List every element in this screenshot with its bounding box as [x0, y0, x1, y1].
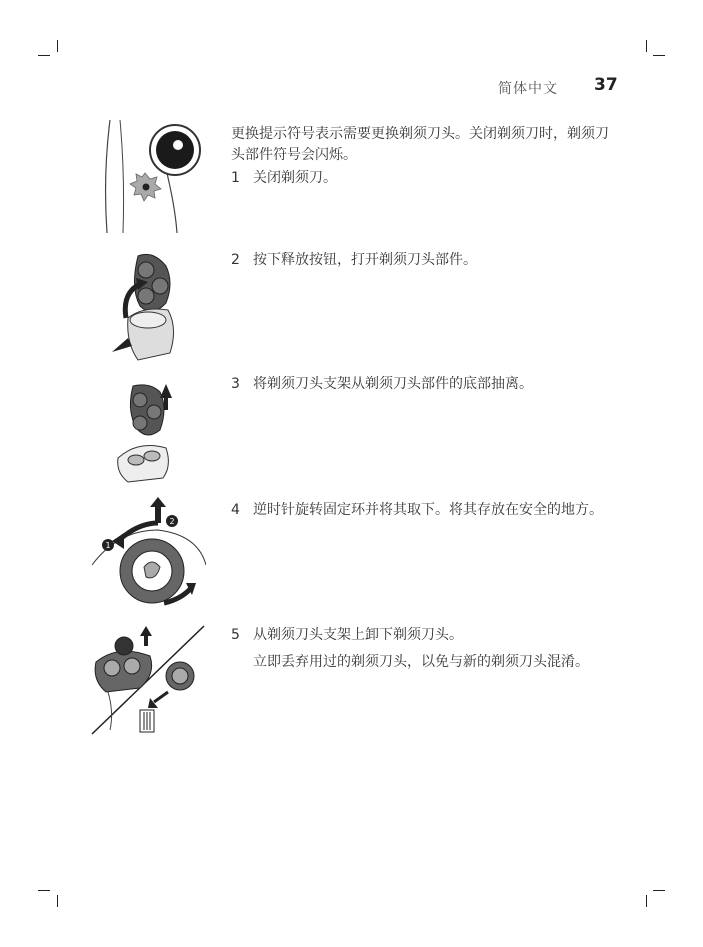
shaver-display-illustration — [95, 115, 205, 240]
step-number: 5 — [231, 627, 240, 643]
step-text: 从剃须刀头支架上卸下剃须刀头。 — [253, 627, 463, 643]
crop-mark — [653, 890, 665, 891]
intro-paragraph: 更换提示符号表示需要更换剃须刀头。关闭剃须刀时，剃须刀头部件符号会闪烁。 — [231, 126, 609, 163]
step-3 — [231, 374, 611, 395]
crop-mark — [646, 40, 647, 52]
crop-mark — [38, 890, 50, 891]
step-text: 逆时针旋转固定环并将其取下。将其存放在安全的地方。 — [253, 502, 603, 518]
remove-holder-illustration — [108, 378, 188, 488]
step-text: 关闭剃须刀。 — [253, 170, 337, 186]
step-text: 将剃须刀头支架从剃须刀头部件的底部抽离。 — [253, 376, 533, 392]
page-number: 37 — [594, 75, 618, 95]
step-number: 4 — [231, 502, 240, 518]
marker-1: 1 — [105, 541, 111, 550]
crop-mark — [57, 895, 58, 907]
step-number: 1 — [231, 170, 240, 186]
crop-mark — [646, 895, 647, 907]
open-shaving-unit-illustration — [108, 248, 188, 363]
remove-cutter-illustration — [88, 622, 208, 740]
step-5-note: 立即丢弃用过的剃须刀头，以免与新的剃须刀头混淆。 — [253, 654, 589, 670]
step-number: 2 — [231, 252, 240, 268]
step-number: 3 — [231, 376, 240, 392]
marker-2: 2 — [169, 517, 175, 526]
step-text: 按下释放按钮，打开剃须刀头部件。 — [253, 252, 477, 268]
crop-mark — [57, 40, 58, 52]
crop-mark — [653, 55, 665, 56]
step-2 — [231, 250, 611, 271]
step-1 — [231, 168, 611, 189]
retaining-ring-illustration — [88, 495, 206, 613]
step-4 — [231, 500, 611, 521]
header-language: 简体中文 — [498, 81, 558, 97]
crop-mark — [38, 55, 50, 56]
step-5 — [231, 625, 611, 646]
